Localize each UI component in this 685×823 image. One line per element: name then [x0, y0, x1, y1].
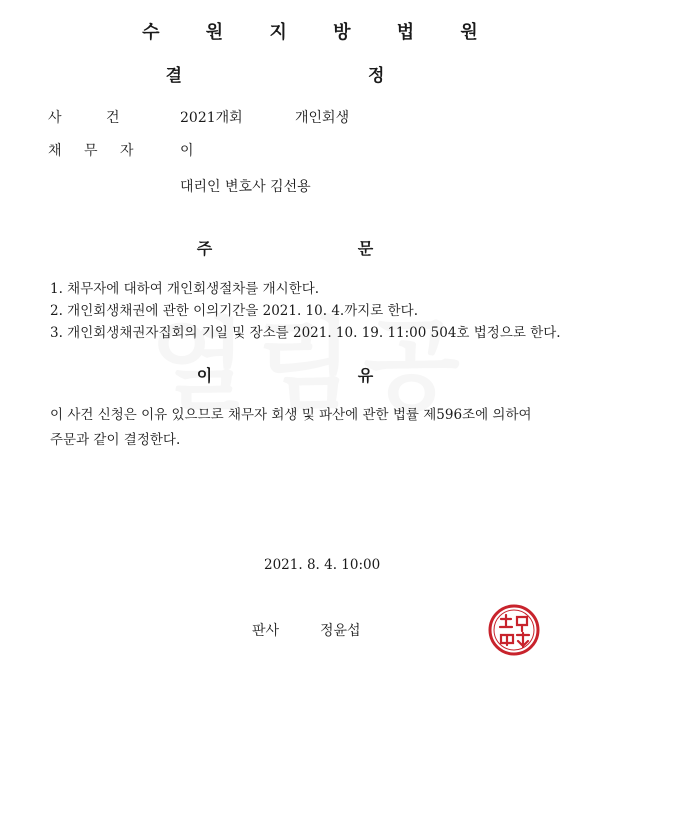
order-item: 1. 채무자에 대하여 개인회생절차를 개시한다.: [50, 281, 320, 297]
order-heading: 주 문: [196, 239, 444, 258]
reason-line: 이 사건 신청은 이유 있으므로 채무자 회생 및 파산에 관한 법률 제596조에 의하여: [50, 407, 532, 423]
case-number: 2021개회: [180, 110, 243, 126]
order-item: 3. 개인회생채권자집회의 기일 및 장소를 2021. 10. 19. 11:00 504호 법정으로 한다.: [50, 325, 561, 341]
debtor-name: 이: [180, 143, 194, 159]
reason-line: 주문과 같이 결정한다.: [50, 432, 181, 448]
debtor-label: 채 무 자: [48, 143, 134, 159]
document-type: 결 정: [165, 66, 475, 86]
debtor-representative: 대리인 변호사 김선용: [180, 179, 311, 195]
court-name: 수 원 지 방 법 원: [142, 22, 498, 43]
reason-heading: 이 유: [196, 366, 444, 385]
decision-date: 2021. 8. 4. 10:00: [264, 557, 381, 573]
case-label: 사 건: [48, 110, 120, 126]
order-item: 2. 개인회생채권에 관한 이의기간을 2021. 10. 4.까지로 한다.: [50, 303, 418, 319]
judge-seal-icon: [487, 603, 541, 657]
judge-name: 정윤섭: [320, 623, 361, 639]
case-type: 개인회생: [295, 110, 350, 126]
judge-title: 판사: [252, 623, 280, 639]
